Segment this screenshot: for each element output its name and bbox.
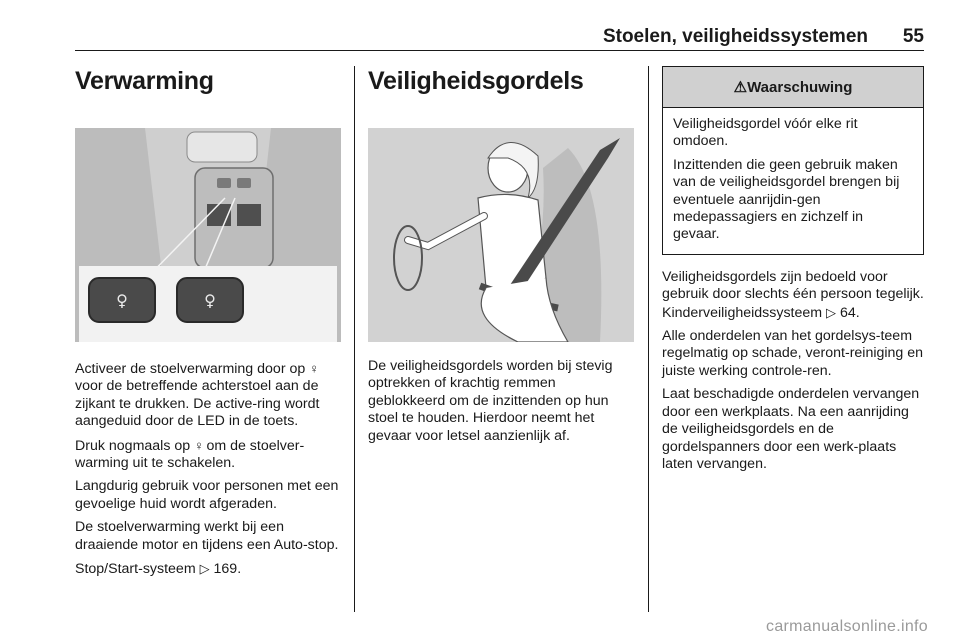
seat-heating-icon: ♀ (194, 437, 207, 453)
paragraph: De veiligheidsgordels worden bij stevig optrekken of krachtig remmen geblokkeerd om de inzittenden op hun stoel te houden. Hierdoor neemt het gevaar voor letsel aanzienlijk af. (368, 358, 613, 444)
seatbelt-illustration (368, 128, 634, 342)
seat-heating-figure (75, 128, 341, 342)
seatbelt-usage-text (662, 269, 924, 473)
column-divider-2 (648, 66, 649, 612)
column-seatbelts (368, 66, 634, 451)
column-heating (75, 66, 341, 584)
seatbelt-figure (368, 128, 634, 342)
paragraph: Stop/Start-systeem ▷ 169. (75, 561, 242, 578)
page-header-title: Stoelen, veiligheidssystemen (602, 26, 868, 47)
paragraph: Druk nogmaals op ♀ om de stoelver-warming uit te schakelen. (75, 437, 305, 472)
warning-body (663, 108, 923, 254)
heating-text (75, 360, 341, 578)
warning-header (663, 67, 923, 108)
warning-triangle-icon: ⚠ (733, 79, 748, 96)
paragraph: Alle onderdelen van het gordelsys-teem regelmatig op schade, veront-reiniging en juiste werking controle-ren. (662, 328, 924, 379)
warning-paragraph: Inzittenden die geen gebruik maken van de veiligheidsgordel brengen bij eventuele aanrijdin-gen medepassagiers en zichzelf in gevaar. (673, 156, 900, 243)
paragraph: De stoelverwarming werkt bij een draaiende motor en tijdens een Auto-stop. (75, 519, 339, 553)
section-heading-seatbelts: Veiligheidsgordels (368, 67, 584, 95)
column-divider-1 (354, 66, 355, 612)
paragraph: Veiligheidsgordels zijn bedoeld voor gebruik door slechts één persoon tegelijk. Kinderveiligheidssysteem ▷ 64. (662, 268, 924, 321)
warning-box (662, 66, 924, 255)
watermark: carmanualsonline.info (766, 618, 928, 635)
seatbelt-text (368, 358, 634, 445)
paragraph: Laat beschadigde onderdelen vervangen door een werkplaats. Na een aanrijding de veiligheidsgordels en de gordelspanners door een werk-plaats laten vervangen. (662, 386, 920, 472)
svg-text:♀: ♀ (116, 291, 128, 310)
page-reference-icon: ▷ (199, 561, 210, 577)
seat-heating-illustration (75, 128, 341, 342)
seat-heating-icon: ♀ (309, 361, 322, 376)
warning-paragraph: Veiligheidsgordel vóór elke rit omdoen. (673, 116, 858, 150)
header-divider (75, 50, 924, 51)
warning-title: Waarschuwing (747, 78, 853, 96)
page-number: 55 (902, 26, 924, 47)
column-warning (662, 66, 924, 479)
paragraph: Langdurig gebruik voor personen met een gevoelige huid wordt afgeraden. (75, 478, 339, 512)
page-reference-icon: ▷ (826, 304, 837, 320)
paragraph: Activeer de stoelverwarming door op ♀ voor de betreffende achterstoel aan de zijkant te drukken. De active-ring wordt aangeduid door de LED in de toets. (75, 361, 322, 430)
svg-text:♀: ♀ (204, 291, 216, 310)
section-heading-heating: Verwarming (75, 67, 214, 95)
